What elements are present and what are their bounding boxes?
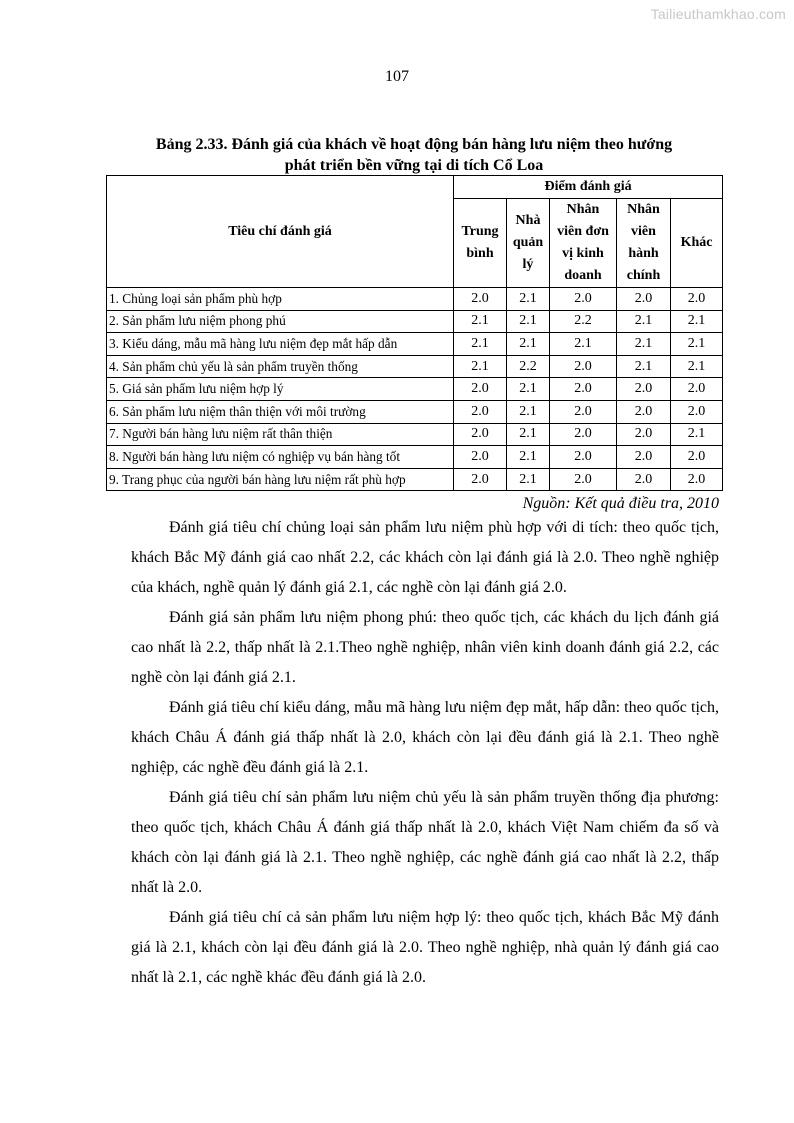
- score-cell: 2.0: [550, 446, 617, 469]
- score-cell: 2.1: [507, 333, 550, 356]
- score-cell: 2.0: [617, 468, 671, 491]
- score-cell: 2.1: [507, 468, 550, 491]
- score-cell: 2.0: [454, 400, 507, 423]
- table-title: [106, 134, 722, 176]
- score-cell: 2.1: [507, 400, 550, 423]
- score-cell: 2.1: [507, 288, 550, 311]
- score-cell: 2.0: [671, 468, 723, 491]
- score-cell: 2.0: [454, 378, 507, 401]
- score-cell: 2.0: [550, 355, 617, 378]
- score-cell: 2.1: [617, 355, 671, 378]
- criterion-cell: 1. Chủng loại sản phẩm phù hợp: [107, 288, 454, 311]
- criteria-header: Tiêu chí đánh giá: [107, 176, 454, 288]
- criterion-cell: 5. Giá sản phẩm lưu niệm hợp lý: [107, 378, 454, 401]
- score-cell: 2.1: [507, 310, 550, 333]
- score-cell: 2.1: [671, 355, 723, 378]
- criterion-cell: 9. Trang phục của người bán hàng lưu niệm rất phù hợp: [107, 468, 454, 491]
- criterion-cell: 3. Kiểu dáng, mẫu mã hàng lưu niệm đẹp mắt hấp dẫn: [107, 333, 454, 356]
- score-cell: 2.0: [550, 288, 617, 311]
- table-title-line-1: Bảng 2.33. Đánh giá của khách về hoạt động bán hàng lưu niệm theo hướng: [155, 136, 673, 153]
- score-group-header: Điểm đánh giá: [454, 176, 723, 199]
- evaluation-table: [106, 175, 723, 491]
- criterion-cell: 4. Sản phẩm chủ yếu là sản phẩm truyền thống: [107, 355, 454, 378]
- score-cell: 2.1: [671, 310, 723, 333]
- source-note: Nguồn: Kết quả điều tra, 2010: [522, 495, 719, 512]
- score-cell: 2.0: [550, 400, 617, 423]
- table-row: [107, 423, 723, 446]
- score-cell: 2.1: [507, 423, 550, 446]
- table-body: [107, 288, 723, 491]
- score-cell: 2.2: [507, 355, 550, 378]
- table-row: [107, 355, 723, 378]
- score-cell: 2.0: [454, 468, 507, 491]
- column-header-business-staff: Nhân viên đơn vị kinh doanh: [550, 199, 617, 288]
- table-row: [107, 378, 723, 401]
- score-cell: 2.1: [617, 333, 671, 356]
- score-cell: 2.1: [550, 333, 617, 356]
- score-cell: 2.1: [671, 333, 723, 356]
- score-cell: 2.0: [617, 423, 671, 446]
- paragraph: Đánh giá tiêu chí kiểu dáng, mẫu mã hàng lưu niệm đẹp mắt, hấp dẫn: theo quốc tịch, khách Châu Á đánh giá thấp nhất là 2.0, khách còn lại đều đánh giá là 2.1. Theo nghề nghiệp, các nghề đều đánh giá là 2.1.: [131, 699, 719, 776]
- score-cell: 2.2: [550, 310, 617, 333]
- score-cell: 2.0: [617, 288, 671, 311]
- criterion-cell: 2. Sản phẩm lưu niệm phong phú: [107, 310, 454, 333]
- score-cell: 2.0: [454, 446, 507, 469]
- score-cell: 2.1: [454, 333, 507, 356]
- score-cell: 2.0: [671, 446, 723, 469]
- column-header-average: Trung bình: [454, 199, 507, 288]
- score-cell: 2.0: [617, 446, 671, 469]
- score-cell: 2.0: [671, 288, 723, 311]
- table-row: [107, 468, 723, 491]
- score-cell: 2.0: [550, 423, 617, 446]
- score-cell: 2.1: [617, 310, 671, 333]
- score-cell: 2.0: [454, 288, 507, 311]
- column-header-manager: Nhà quản lý: [507, 199, 550, 288]
- criterion-cell: 8. Người bán hàng lưu niệm có nghiệp vụ bán hàng tốt: [107, 446, 454, 469]
- table-row: [107, 446, 723, 469]
- criterion-cell: 6. Sản phẩm lưu niệm thân thiện với môi trường: [107, 400, 454, 423]
- body-text: [131, 513, 719, 993]
- column-header-other: Khác: [671, 199, 723, 288]
- score-cell: 2.1: [507, 446, 550, 469]
- score-cell: 2.1: [507, 378, 550, 401]
- table-row: [107, 310, 723, 333]
- score-cell: 2.1: [454, 310, 507, 333]
- column-header-admin-staff: Nhân viên hành chính: [617, 199, 671, 288]
- score-cell: 2.0: [550, 378, 617, 401]
- score-cell: 2.0: [454, 423, 507, 446]
- table-row: [107, 400, 723, 423]
- paragraph: Đánh giá sản phẩm lưu niệm phong phú: theo quốc tịch, các khách du lịch đánh giá cao nhất là 2.2, thấp nhất là 2.1.Theo nghề nghiệp, nhân viên kinh doanh đánh giá 2.2, các nghề còn lại đánh giá 2.1.: [131, 609, 719, 686]
- score-cell: 2.0: [617, 400, 671, 423]
- score-cell: 2.0: [671, 378, 723, 401]
- score-cell: 2.0: [671, 400, 723, 423]
- score-cell: 2.1: [671, 423, 723, 446]
- paragraph: Đánh giá tiêu chí chủng loại sản phẩm lưu niệm phù hợp với di tích: theo quốc tịch, khách Bắc Mỹ đánh giá cao nhất 2.2, các khách còn lại đánh giá là 2.0. Theo nghề nghiệp của khách, nghề quản lý đánh giá 2.1, các nghề còn lại đánh giá 2.0.: [131, 519, 719, 596]
- watermark: Tailieuthamkhao.com: [650, 6, 786, 22]
- score-cell: 2.0: [550, 468, 617, 491]
- paragraph: Đánh giá tiêu chí cả sản phẩm lưu niệm hợp lý: theo quốc tịch, khách Bắc Mỹ đánh giá là 2.1, khách còn lại đều đánh giá là 2.0. Theo nghề nghiệp, nhà quản lý đánh giá cao nhất là 2.1, các nghề khác đều đánh giá là 2.0.: [131, 909, 719, 986]
- table-row: [107, 288, 723, 311]
- page-number: 107: [385, 68, 409, 85]
- table-title-line-2: phát triển bền vững tại di tích Cổ Loa: [284, 157, 544, 174]
- criterion-cell: 7. Người bán hàng lưu niệm rất thân thiện: [107, 423, 454, 446]
- paragraph: Đánh giá tiêu chí sản phẩm lưu niệm chủ yếu là sản phẩm truyền thống địa phương: theo quốc tịch, khách Châu Á đánh giá thấp nhất là 2.0, khách Việt Nam chiếm đa số và khách còn lại đánh giá là 2.1. Theo nghề nghiệp, các nghề đánh giá cao nhất là 2.2, thấp nhất là 2.0.: [131, 789, 719, 896]
- score-cell: 2.1: [454, 355, 507, 378]
- table-row: [107, 333, 723, 356]
- score-cell: 2.0: [617, 378, 671, 401]
